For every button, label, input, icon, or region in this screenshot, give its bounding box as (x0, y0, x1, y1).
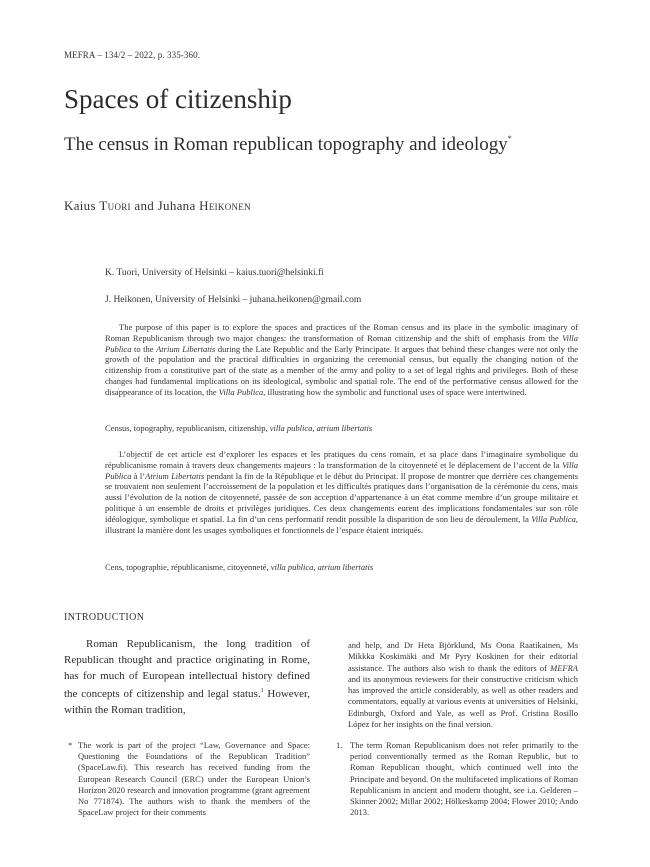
abstract-english: The purpose of this paper is to explore the spaces and practices of the Roman census and its place in the symbolic imaginary of Roman Republicanism through two major changes: the transformation of Roman citizenship and the shift of emphasis from the Villa Publica to the Atrium Libertatis during the Late Republic and the Early Principate. It argues that behind these changes were not only the growth of the population and the practical difficulties in organizing the ceremonial census, but equally the changing notion of the citizenship from a constitutive part of the state as a member of the army and polity to a set of legal rights and privileges. Both of these changes had fundamental implications on its ideological, symbolic and spatial role. The end of the performative census allowed for the disappearance of its location, the Villa Publica, illustrating how the symbolic and functional uses of space were intertwined. (105, 322, 578, 397)
subtitle-text: The census in Roman republican topography and ideology (64, 134, 508, 155)
author-line (64, 198, 251, 214)
body-text-left-column: Roman Republicanism, the long tradition of Republican thought and practice originating in Rome, has for much of European intellectual history defined the concepts of citizenship and legal status.$^1$ However, within the Roman tradition, (64, 638, 310, 717)
footnote-1-mark: 1. (336, 740, 343, 750)
author-1-last-name: Tuori (99, 198, 131, 213)
affiliation-2: J. Heikonen, University of Helsinki – juhana.heikonen@gmail.com (105, 295, 362, 305)
keywords-english: Census, topography, republicanism, citizenship, villa publica, atrium libertatis (105, 423, 373, 433)
subtitle-footnote-mark: * (507, 134, 512, 143)
author-1-first-name: Kaius (64, 198, 96, 213)
footnote-star-mark: * (68, 740, 73, 750)
footnote-ref-1: 1 (260, 688, 264, 695)
abstract-french: L’objectif de cet article est d’explorer les espaces et les pratiques du cens romain, et sa place dans l’imaginaire symbolique du républicanisme romain à travers deux changements majeurs : la transformation de la citoyenneté et le déplacement de l’accent de la Villa Publica à l’Atrium Libertatis pendant la fin de la République et le début du Principat. Il propose de montrer que derrière ces changements se trouvaient non seulement l’accroissement de la population et les difficultés pratiques dans l’organisation de la cérémonie du cens, mais aussi l’évolution de la notion de citoyenneté, passée de son acception d’appartenance à un état comme membre d’un groupe militaire et politique à un ensemble de droits et privilèges juridiques. Ces deux changements eurent des implications fondamentales sur son rôle idéologique, symbolique et spatial. La fin d’un cens performatif rendit possible la disparition de son lieu de déroulement, la Villa Publica, illustrant la manière dont les usages symboliques et fonctionnels de l’espace étaient intriqués. (105, 449, 579, 535)
author-2-last-name: Heikonen (199, 198, 251, 213)
keywords-french: Cens, topographie, républicanisme, citoyenneté, villa publica, atrium libertatis (105, 562, 374, 572)
article-subtitle (64, 127, 524, 157)
footnote-star-text: The work is part of the project “Law, Governance and Space: Questioning the Foundations of the Republican Tradition” (SpaceLaw.fi). This research has received funding from the European Research Council (ERC) under the European Union’s Horizon 2020 research and innovation programme (grant agreement No 771874). The authors wish to thank the members of the SpaceLaw project for their comments (78, 740, 310, 818)
section-heading-introduction: INTRODUCTION (64, 612, 145, 623)
author-2-first-name: Juhana (157, 198, 196, 213)
footnote-continuation-right-column: and help, and Dr Heta Björklund, Ms Oona Raatikainen, Ms Mikkka Koskimäki and Mr Pyry Koskinen for their editorial assistance. The authors also wish to thank the editors of MEFRA and its anonymous reviewers for their constructive criticism which has improved the article considerably, as well as other readers and commentators, equally at various events at universities of Helsinki, Edinburgh, Oxford and Yale, as well as Prof. Cristina Rosillo López for her insights on the final version. (348, 640, 578, 730)
author-conjunction: and (134, 198, 155, 213)
article-title: Spaces of citizenship (64, 84, 292, 114)
footnote-1-text: The term Roman Republicanism does not refer primarily to the period conventionally termed as the Roman Republic, but to Roman Republican thought, which continued well into the Principate and beyond. On the multifaceted implications of Roman Republicanism in ancient and modern thought, see i.a. Gelderen – Skinner 2002; Millar 2002; Hölkeskamp 2004; Flower 2010; Ando 2013. (350, 740, 578, 818)
footnote-1 (336, 740, 578, 818)
footnote-star (68, 740, 310, 818)
running-head: MEFRA – 134/2 – 2022, p. 335-360. (64, 50, 201, 60)
affiliation-1: K. Tuori, University of Helsinki – kaius.tuori@helsinki.fi (105, 268, 324, 278)
